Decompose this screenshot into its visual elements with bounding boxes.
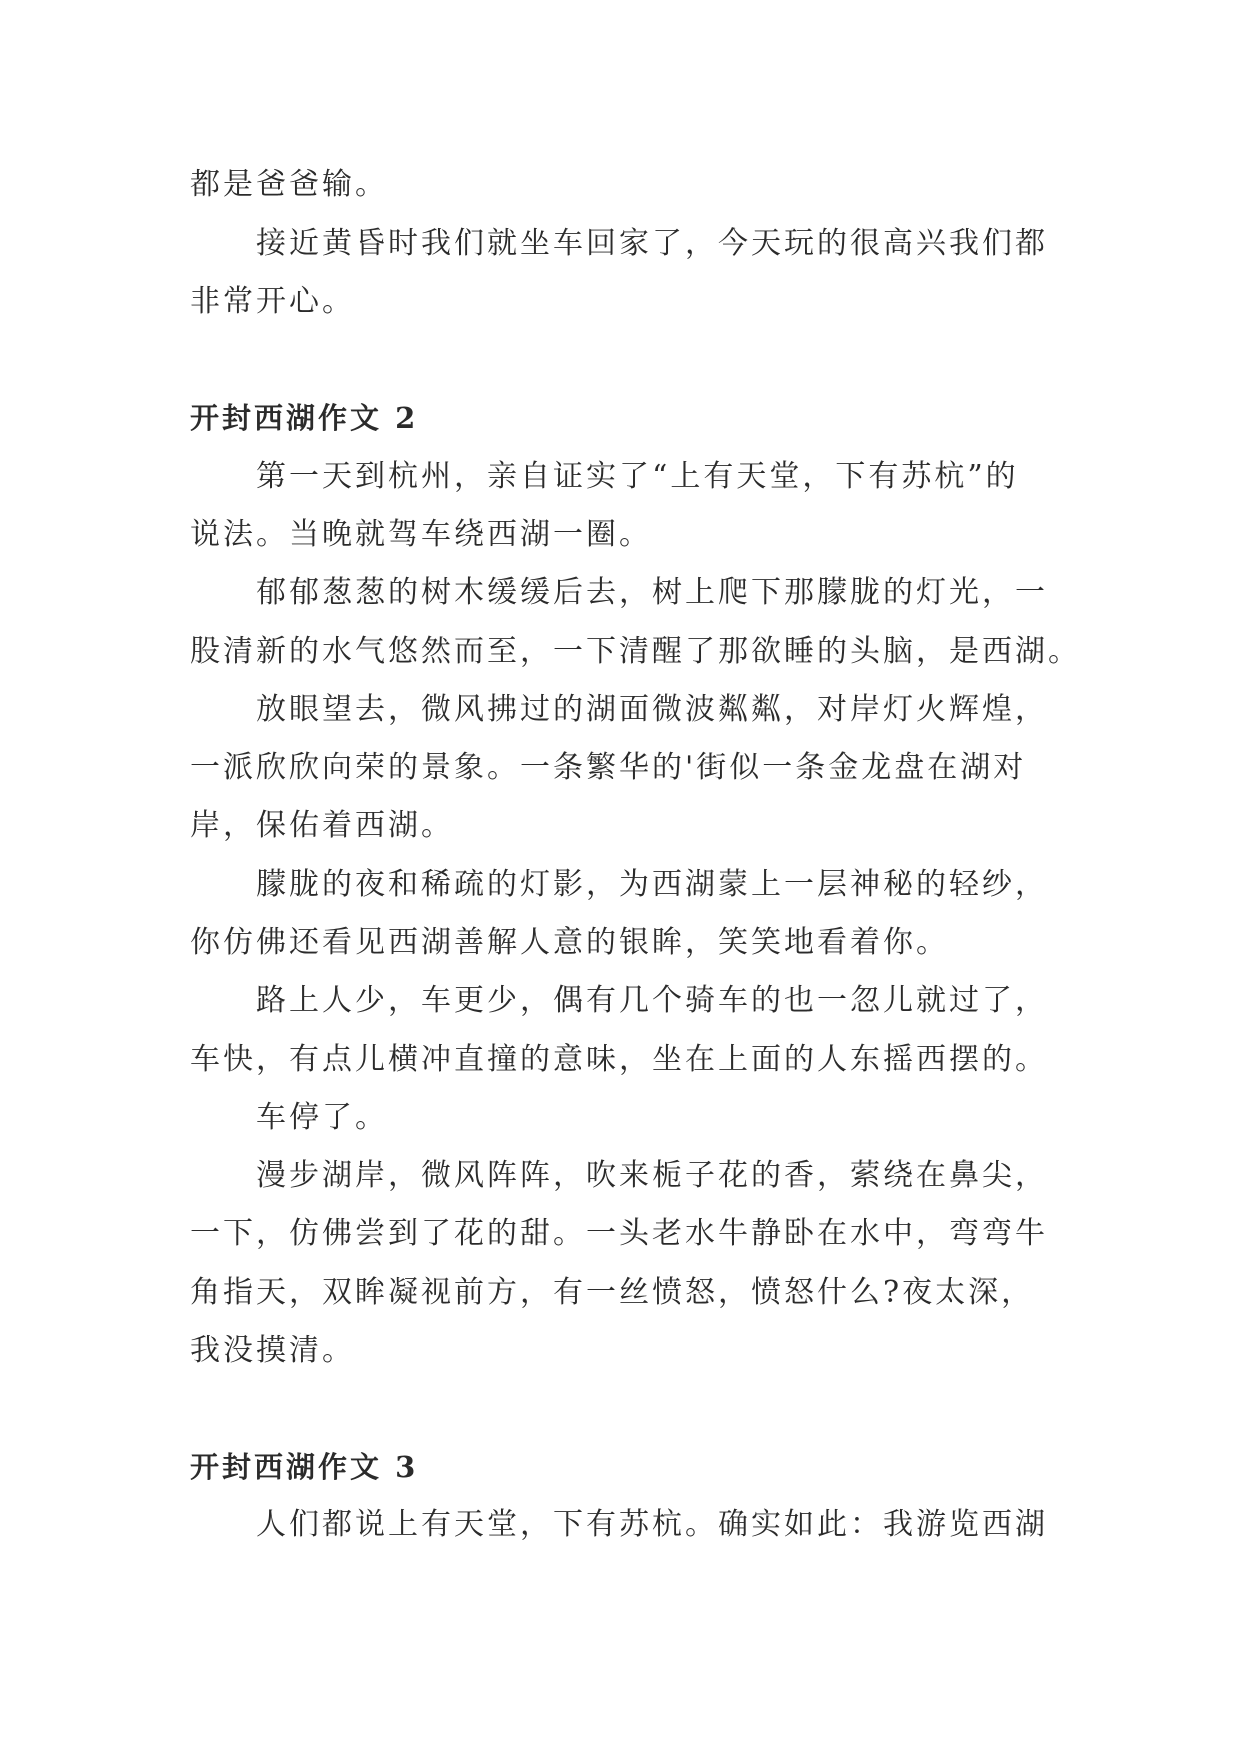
paragraph-line: 人们都说上有天堂，下有苏杭。确实如此：我游览西湖 xyxy=(256,1507,1048,1542)
paragraph-line: 非常开心。 xyxy=(190,284,355,319)
paragraph-line: 放眼望去，微风拂过的湖面微波粼粼，对岸灯火辉煌， xyxy=(256,692,1048,727)
paragraph-line: 你仿佛还看见西湖善解人意的银眸，笑笑地看着你。 xyxy=(190,925,949,960)
paragraph-line: 接近黄昏时我们就坐车回家了，今天玩的很高兴我们都 xyxy=(256,226,1048,261)
paragraph-line: 车快，有点儿横冲直撞的意味，坐在上面的人东摇西摆的。 xyxy=(190,1042,1048,1077)
section-title: 开封西湖作文 2 xyxy=(190,401,419,435)
paragraph-line: 岸，保佑着西湖。 xyxy=(190,808,454,843)
paragraph-line: 股清新的水气悠然而至，一下清醒了那欲睡的头脑，是西湖。 xyxy=(190,634,1081,669)
paragraph-line: 郁郁葱葱的树木缓缓后去，树上爬下那朦胧的灯光，一 xyxy=(256,575,1048,610)
paragraph-line: 说法。当晚就驾车绕西湖一圈。 xyxy=(190,517,652,552)
paragraph-line: 角指天，双眸凝视前方，有一丝愤怒，愤怒什么?夜太深， xyxy=(190,1275,1035,1310)
paragraph-line: 朦胧的夜和稀疏的灯影，为西湖蒙上一层神秘的轻纱， xyxy=(256,867,1048,902)
paragraph-line: 一下，仿佛尝到了花的甜。一头老水牛静卧在水中，弯弯牛 xyxy=(190,1216,1048,1251)
paragraph-line: 都是爸爸输。 xyxy=(190,167,388,202)
paragraph-line: 路上人少，车更少，偶有几个骑车的也一忽儿就过了， xyxy=(256,983,1048,1018)
section-title: 开封西湖作文 3 xyxy=(190,1450,419,1484)
paragraph-line: 车停了。 xyxy=(256,1100,388,1135)
paragraph-line: 一派欣欣向荣的景象。一条繁华的'街似一条金龙盘在湖对 xyxy=(190,750,1027,785)
paragraph-line: 第一天到杭州，亲自证实了“上有天堂，下有苏杭”的 xyxy=(256,459,1019,494)
paragraph-line: 我没摸清。 xyxy=(190,1333,355,1368)
paragraph-line: 漫步湖岸，微风阵阵，吹来栀子花的香，萦绕在鼻尖， xyxy=(256,1158,1048,1193)
